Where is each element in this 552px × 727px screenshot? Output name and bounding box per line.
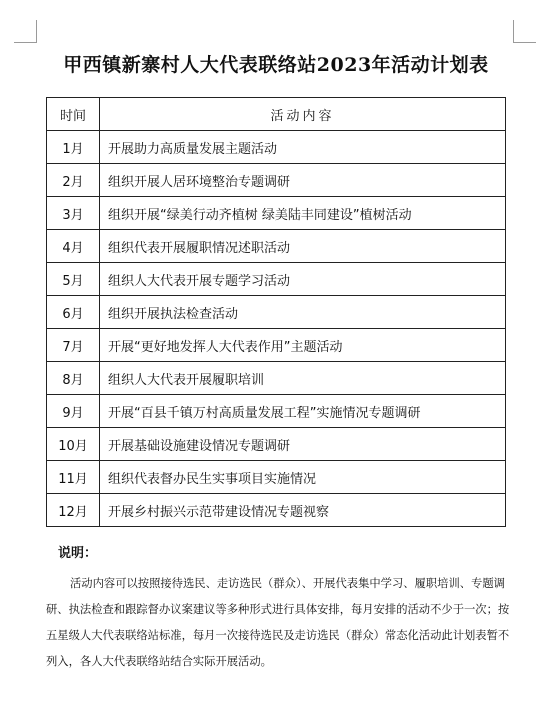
- notes-section: [46, 542, 512, 675]
- activity-cell: 组织人大代表开展履职培训: [100, 362, 506, 395]
- activity-cell: 组织开展人居环境整治专题调研: [100, 164, 506, 197]
- document-title: 甲西镇新寨村人大代表联络站2023年活动计划表: [63, 54, 489, 76]
- notes-title: 说明：: [58, 546, 98, 561]
- table-row: [47, 164, 506, 197]
- table-row: [47, 197, 506, 230]
- table-row: [47, 263, 506, 296]
- activity-column-header: 活动内容: [100, 98, 506, 131]
- month-cell: 2月: [47, 164, 100, 197]
- month-cell: 11月: [47, 461, 100, 494]
- month-cell: 4月: [47, 230, 100, 263]
- month-cell: 7月: [47, 329, 100, 362]
- activity-cell: 开展乡村振兴示范带建设情况专题视察: [100, 494, 506, 527]
- table-header-row: [47, 98, 506, 131]
- activity-cell: 组织开展“绿美行动齐植树 绿美陆丰同建设”植树活动: [100, 197, 506, 230]
- activity-cell: 开展“更好地发挥人大代表作用”主题活动: [100, 329, 506, 362]
- activity-cell: 组织人大代表开展专题学习活动: [100, 263, 506, 296]
- page-corner-mark-top-left: [14, 20, 37, 43]
- month-cell: 10月: [47, 428, 100, 461]
- month-cell: 1月: [47, 131, 100, 164]
- table-row: [47, 494, 506, 527]
- month-cell: 5月: [47, 263, 100, 296]
- activity-cell: 组织代表督办民生实事项目实施情况: [100, 461, 506, 494]
- notes-body: 活动内容可以按照接待选民、走访选民（群众）、开展代表集中学习、履职培训、专题调研、执法检查和跟踪督办议案建议等多种形式进行具体安排，每月安排的活动不少于一次；按五星级人大代表联络站标准，每月一次接待选民及走访选民（群众）常态化活动此计划表暂不列入，各人大代表联络站结合实际开展活动。: [46, 577, 510, 668]
- table-row: [47, 362, 506, 395]
- month-cell: 8月: [47, 362, 100, 395]
- table-row: [47, 428, 506, 461]
- month-cell: 12月: [47, 494, 100, 527]
- month-cell: 6月: [47, 296, 100, 329]
- month-column-header: 时间: [47, 98, 100, 131]
- activity-cell: 开展助力高质量发展主题活动: [100, 131, 506, 164]
- activity-cell: 组织开展执法检查活动: [100, 296, 506, 329]
- page-corner-mark-top-right: [513, 20, 536, 43]
- table-row: [47, 395, 506, 428]
- table-row: [47, 461, 506, 494]
- activity-cell: 组织代表开展履职情况述职活动: [100, 230, 506, 263]
- table-row: [47, 131, 506, 164]
- table-row: [47, 296, 506, 329]
- activity-cell: 开展基础设施建设情况专题调研: [100, 428, 506, 461]
- table-row: [47, 329, 506, 362]
- month-cell: 9月: [47, 395, 100, 428]
- month-cell: 3月: [47, 197, 100, 230]
- table-row: [47, 230, 506, 263]
- activity-plan-table: [46, 97, 506, 527]
- activity-cell: 开展“百县千镇万村高质量发展工程”实施情况专题调研: [100, 395, 506, 428]
